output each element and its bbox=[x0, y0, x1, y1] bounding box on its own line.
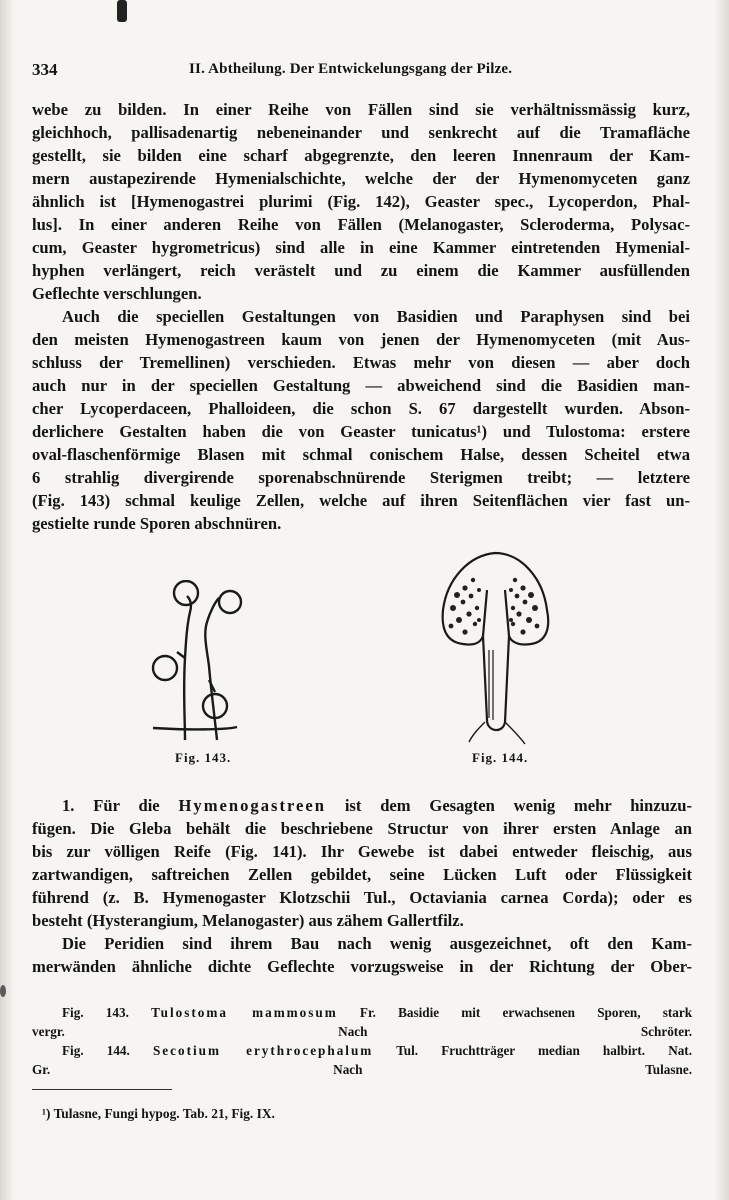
text-line: führend (z. B. Hymenogaster Klotzschii Tul., Octaviania carnea Corda); oder es bbox=[32, 888, 692, 907]
body-text-lower bbox=[32, 794, 692, 978]
ink-speck bbox=[0, 985, 6, 997]
paragraph-2 bbox=[32, 305, 690, 535]
caption-text: Fr. Basidie mit erwachsenen Sporen, stark bbox=[359, 1005, 693, 1020]
text-line: Auch die speciellen Gestaltungen von Basidien und Paraphysen sind bei bbox=[62, 307, 690, 326]
caption-label: Fig. 143. bbox=[62, 1005, 129, 1020]
text-line: ähnlich ist [Hymenogastrei plurimi (Fig. 142), Geaster spec., Lycoperdon, Phal- bbox=[32, 192, 690, 211]
caption-line: vergr. Nach Schröter. bbox=[32, 1024, 692, 1039]
text-line: gestellt, sie bilden eine scharf abgegrenzte, den leeren Innenraum der Kam- bbox=[32, 146, 690, 165]
text-line: Die Peridien sind ihrem Bau nach wenig ausgezeichnet, oft den Kam- bbox=[62, 934, 692, 953]
text-line: schluss der Tremellinen) verschieden. Etwas mehr von diesen — aber doch bbox=[32, 353, 690, 372]
text-line: den meisten Hymenogastreen kaum von jenen der Hymenomyceten (mit Aus- bbox=[32, 330, 690, 349]
running-head: II. Abtheilung. Der Entwickelungsgang der Pilze. bbox=[189, 61, 513, 77]
caption-fig-144 bbox=[32, 1041, 692, 1060]
fig-143-label: Fig. 143. bbox=[175, 750, 232, 765]
fig-143-basidium-drawing bbox=[145, 580, 255, 745]
text-line: (Fig. 143) schmal keulige Zellen, welche auf ihren Seitenflächen vier fast un- bbox=[32, 491, 690, 510]
text-line: cher Lycoperdaceen, Phalloideen, die schon S. 67 dargestellt wurden. Abson- bbox=[32, 399, 690, 418]
footnote-rule bbox=[32, 1089, 172, 1090]
spaced-term: Hymenogastreen bbox=[178, 796, 327, 815]
text-line: webe zu bilden. In einer Reihe von Fällen sind sie verhältnissmässig kurz, bbox=[32, 100, 690, 119]
text-line: bis zur völligen Reife (Fig. 141). Ihr Gewebe ist dabei entweder fleischig, aus bbox=[32, 842, 692, 861]
text-line: lus]. In einer anderen Reihe von Fällen (Melanogaster, Scleroderma, Polysac- bbox=[32, 215, 690, 234]
figure-captions bbox=[32, 1003, 692, 1079]
fig-144-fruitbody-drawing bbox=[435, 550, 555, 750]
text-line: zartwandigen, saftreichen Zellen gebildet, seine Lücken Luft oder Flüssigkeit bbox=[32, 865, 692, 884]
text-line: merwänden ähnliche dichte Geflechte vorzugsweise in der Richtung der Ober- bbox=[32, 957, 692, 976]
page-header bbox=[32, 60, 692, 84]
ink-smudge bbox=[117, 0, 127, 22]
caption-label: Fig. 144. bbox=[62, 1043, 130, 1058]
text-line: derlichere Gestalten haben die von Geaster tunicatus¹) und Tulostoma: erstere bbox=[32, 422, 690, 441]
page-number: 334 bbox=[32, 60, 58, 79]
text-line: hyphen verlängert, reich verästelt und zu einem die Kammer ausfüllenden bbox=[32, 261, 690, 280]
text-span: ist dem Gesagten wenig mehr hinzuzu- bbox=[344, 796, 692, 815]
text-line: Geflechte verschlungen. bbox=[32, 284, 202, 303]
text-line: cum, Geaster hygrometricus) sind alle in eine Kammer eintretenden Hymenial- bbox=[32, 238, 690, 257]
paragraph-1 bbox=[32, 98, 690, 305]
text-line: gleichhoch, pallisadenartig nebeneinander und senkrecht auf die Tramafläche bbox=[32, 123, 690, 142]
fig-144-label: Fig. 144. bbox=[472, 750, 529, 765]
text-line: fügen. Die Gleba behält die beschriebene Structur von ihrer ersten Anlage an bbox=[32, 819, 692, 838]
text-line: oval-flaschenförmige Blasen mit schmal conischem Halse, dessen Scheitel etwa bbox=[32, 445, 690, 464]
caption-text: Tul. Fruchtträger median halbirt. Nat. bbox=[396, 1043, 692, 1058]
section-number: 1. bbox=[62, 796, 75, 815]
caption-fig-143 bbox=[32, 1003, 692, 1022]
text-line: besteht (Hysterangium, Melanogaster) aus zähem Gallertfilz. bbox=[32, 911, 464, 930]
text-line: mern austapezirende Hymenialschichte, welche der der Hymenomyceten ganz bbox=[32, 169, 690, 188]
species-name: Secotium erythrocephalum bbox=[152, 1043, 374, 1058]
text-span: Für die bbox=[93, 796, 160, 815]
caption-line: Gr. Nach Tulasne. bbox=[32, 1062, 692, 1077]
footnote: ¹) Tulasne, Fungi hypog. Tab. 21, Fig. IX. bbox=[42, 1106, 275, 1121]
text-line: gestielte runde Sporen abschnüren. bbox=[32, 514, 282, 533]
species-name: Tulostoma mammosum bbox=[151, 1005, 338, 1020]
figures-area bbox=[0, 540, 729, 770]
text-line: 6 strahlig divergirende sporenabschnürende Sterigmen treibt; — letztere bbox=[32, 468, 690, 487]
body-text bbox=[32, 98, 690, 535]
text-line bbox=[32, 794, 692, 817]
text-line: auch nur in der speciellen Gestaltung — abweichend sind die Basidien man- bbox=[32, 376, 690, 395]
